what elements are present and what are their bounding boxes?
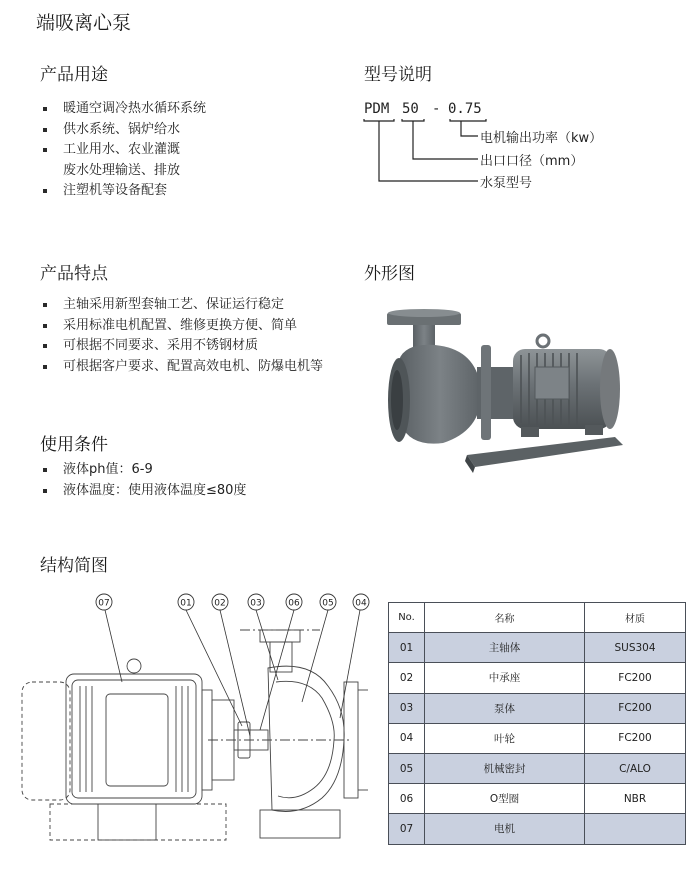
conditions-list [40,460,246,501]
page-title: 端吸离心泵 [36,12,132,34]
callout-label: 05 [322,598,334,609]
table-cell: 03 [389,693,425,723]
table-cell: O型圈 [425,784,585,814]
features-list [40,295,323,377]
list-item: 主轴采用新型套轴工艺、保证运行稳定 [40,295,323,316]
table-cell: 05 [389,753,425,783]
bullet-icon [43,189,47,193]
list-item: 供水系统、锅炉给水 [40,120,206,141]
bullet-icon [43,303,47,307]
table-row [389,663,686,693]
table-cell: 叶轮 [425,723,585,753]
table-row [389,693,686,723]
table-cell: 主轴体 [425,633,585,663]
bullet-icon [43,128,47,132]
table-header-row [389,603,686,633]
bullet-icon [43,468,47,472]
structure-diagram [10,590,385,850]
table-cell: 07 [389,814,425,844]
table-cell: FC200 [585,723,686,753]
bullet-icon [43,344,47,348]
pump-photo [385,305,635,475]
list-item: 液体温度：使用液体温度≤80度 [40,481,246,502]
callout-label: 01 [180,598,192,609]
table-row [389,814,686,844]
list-item: 注塑机等设备配套 [40,181,206,202]
table-cell: FC200 [585,663,686,693]
model-label-outlet: 出口口径（mm） [480,154,584,169]
table-cell: 机械密封 [425,753,585,783]
list-item: 可根据客户要求、配置高效电机、防爆电机等 [40,357,323,378]
table-cell: NBR [585,784,686,814]
table-cell: 06 [389,784,425,814]
model-bracket-diagram [360,115,490,195]
appearance-heading: 外形图 [364,264,415,284]
table-row [389,784,686,814]
list-item: 液体ph值：6-9 [40,460,246,481]
list-item: 可根据不同要求、采用不锈钢材质 [40,336,323,357]
structure-heading: 结构简图 [40,556,108,576]
conditions-heading: 使用条件 [40,435,108,455]
bullet-icon [43,107,47,111]
callout-label: 02 [214,598,226,609]
table-cell: 电机 [425,814,585,844]
callout-label: 04 [355,598,367,609]
list-item: 采用标准电机配置、维修更换方便、简单 [40,316,323,337]
callout-label: 06 [288,598,300,609]
model-label-type: 水泵型号 [480,176,533,191]
model-code-size: 50 [402,101,419,117]
table-cell: 01 [389,633,425,663]
callout-label: 03 [250,598,262,609]
table-row [389,723,686,753]
model-code-dash: - [432,101,441,117]
list-item: 废水处理输送、排放 [63,162,181,178]
uses-heading: 产品用途 [40,65,108,85]
table-cell: 泵体 [425,693,585,723]
table-row [389,633,686,663]
table-cell: 中承座 [425,663,585,693]
table-header-cell: 名称 [425,603,585,633]
model-label-power: 电机输出功率（kw） [480,131,603,146]
table-cell: FC200 [585,693,686,723]
model-code-power: 0.75 [448,101,482,117]
table-row [389,753,686,783]
model-code-prefix: PDM [364,101,390,117]
list-item: 暖通空调冷热水循环系统 [40,99,206,120]
table-cell: SUS304 [585,633,686,663]
table-cell [585,814,686,844]
callout-label: 07 [98,598,110,609]
table-cell: 02 [389,663,425,693]
list-item: 工业用水、农业灌溉 [40,140,206,161]
model-heading: 型号说明 [364,65,432,85]
table-header-cell: 材质 [585,603,686,633]
bullet-icon [43,148,47,152]
bullet-icon [43,324,47,328]
table-header-cell: No. [389,603,425,633]
bullet-icon [43,365,47,369]
bullet-icon [43,489,47,493]
features-heading: 产品特点 [40,264,108,284]
table-cell: 04 [389,723,425,753]
uses-list [40,99,206,202]
table-cell: C/ALO [585,753,686,783]
parts-table [388,602,686,845]
